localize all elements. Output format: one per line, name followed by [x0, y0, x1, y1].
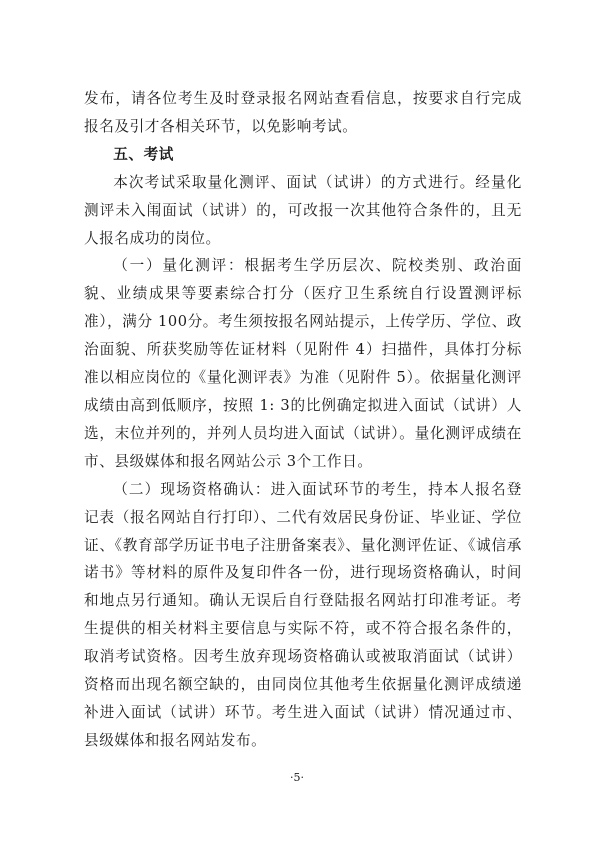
paragraph-exam-method: 本次考试采取量化测评、面试（试讲）的方式进行。经量化测评未入闱面试（试讲）的，可改报一次其他符合条件的，且无人报名成功的岗位。: [84, 173, 522, 247]
page-number: ·5·: [290, 771, 304, 784]
paragraph-onsite-qualification: （二）现场资格确认：进入面试环节的考生，持本人报名登记表（报名网站自行打印）、二代有效居民身份证、毕业证、学位证、《教育部学历证书电子注册备案表》、量化测评佐证、《诚信承诺书》等材料的原件及复印件各一份，进行现场资格确认，时间和地点另行通知。确认无误后自行登陆报名网站打印准考证。考生提供的相关材料主要信息与实际不符，或不符合报名条件的，取消考试资格。因考生放弃现场资格确认或被取消面试（试讲）资格而出现名额空缺的，由同岗位其他考生依据量化测评成绩递补进入面试（试讲）环节。考生进入面试（试讲）情况通过市、县级媒体和报名网站发布。: [84, 480, 522, 749]
paragraph-quantitative-assessment: （一）量化测评：根据考生学历层次、院校类别、政治面貌、业绩成果等要素综合打分（医疗卫生系统自行设置测评标准），满分 100分。考生须按报名网站提示，上传学历、学位、政治面貌、所获奖励等佐证材料（见附件 4）扫描件，具体打分标准以相应岗位的《量化测评表》为准（见附件 5）。依据量化测评成绩由高到低顺序，按照 1: 3的比例确定拟进入面试（试讲）人选，末位并列的，并列人员均进入面试（试讲）。量化测评成绩在市、县级媒体和报名网站公示 3个工作日。: [84, 257, 522, 470]
paragraph-registration-notice: 发布，请各位考生及时登录报名网站查看信息，按要求自行完成报名及引才各相关环节，以免影响考试。: [84, 90, 522, 135]
section-heading-exam: 五、考试: [113, 145, 174, 163]
